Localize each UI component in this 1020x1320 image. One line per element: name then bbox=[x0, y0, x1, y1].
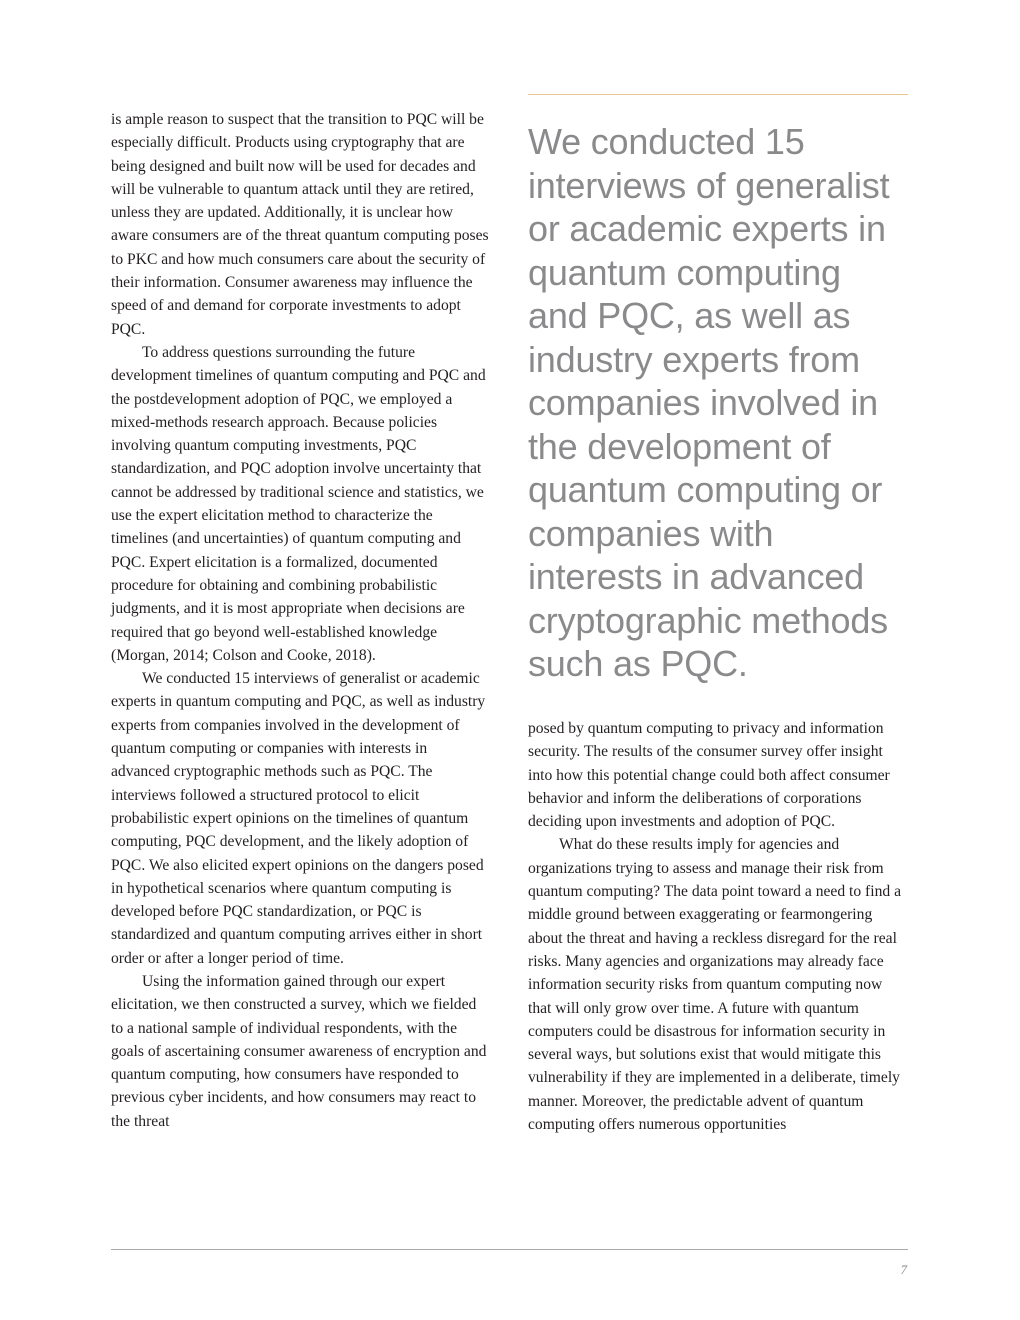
body-paragraph: What do these results imply for agencies and organizations trying to assess and manage their risk from quantum computing? The data point toward a need to find a middle ground between exaggerating or fearmongering about the threat and having a reckless disregard for the real risks. Many agencies and organizations may already face information security risks from quantum computing now that will only grow over time. A future with quantum computers could be disastrous for information security in several ways, but solutions exist that would mitigate this vulnerability if they are implemented in a deliberate, timely manner. Moreover, the predictable advent of quantum computing offers numerous opportunities bbox=[528, 836, 901, 1134]
body-paragraph: is ample reason to suspect that the transition to PQC will be especially difficult. Products using cryptography that are being designed and built now will be used for decades and will be vulnerable to quantum attack until they are retired, unless they are updated. Additionally, it is unclear how aware consumers are of the threat quantum computing poses to PKC and how much consumers care about the security of their information. Consumer awareness may influence the speed of and demand for corporate investments to adopt PQC. bbox=[111, 111, 489, 338]
right-text-column bbox=[528, 717, 907, 1136]
body-paragraph: Using the information gained through our expert elicitation, we then constructed a survey, which we fielded to a national sample of individual respondents, with the goals of ascertaining consumer awareness of encryption and quantum computing, how consumers have responded to previous cyber incidents, and how consumers may react to the threat bbox=[111, 972, 487, 1130]
pull-quote: We conducted 15 interviews of generalist or academic experts in quantum computing and PQC, as well as industry experts from companies involved in the development of quantum computing or companies with interests in advanced cryptographic methods such as PQC. bbox=[528, 121, 890, 684]
footer-rule bbox=[111, 1249, 908, 1250]
body-paragraph: We conducted 15 interviews of generalist or academic experts in quantum computing and PQC, as well as industry experts from companies involved in the development of quantum computing or companies with interests in advanced cryptographic methods such as PQC. The interviews followed a structured protocol to elicit probabilistic expert opinions on the timelines of quantum computing, PQC development, and the likely adoption of PQC. We also elicited expert opinions on the dangers posed in hypothetical scenarios where quantum computing is developed before PQC standardization, or PQC is standardized and quantum computing arrives either in short order or after a longer period of time. bbox=[111, 670, 486, 967]
body-paragraph: posed by quantum computing to privacy and information security. The results of the consumer survey offer insight into how this potential change could both affect consumer behavior and inform the deliberations of corporations deciding upon investments and adoption of PQC. bbox=[528, 720, 890, 831]
page-number: 7 bbox=[900, 1262, 907, 1277]
left-text-column bbox=[111, 108, 489, 1133]
pull-quote-rule bbox=[528, 94, 908, 95]
body-paragraph: To address questions surrounding the future development timelines of quantum computing and PQC and the postdevelopment adoption of PQC, we employed a mixed-methods research approach. Because policies involving quantum computing investments, PQC standardization, and PQC adoption involve uncertainty that cannot be addressed by traditional science and statistics, we use the expert elicitation method to characterize the timelines (and uncertainties) of quantum computing and PQC. Expert elicitation is a formalized, documented procedure for obtaining and combining probabilistic judgments, and it is most appropriate when decisions are required that go beyond well-established knowledge (Morgan, 2014; Colson and Cooke, 2018). bbox=[111, 343, 486, 664]
